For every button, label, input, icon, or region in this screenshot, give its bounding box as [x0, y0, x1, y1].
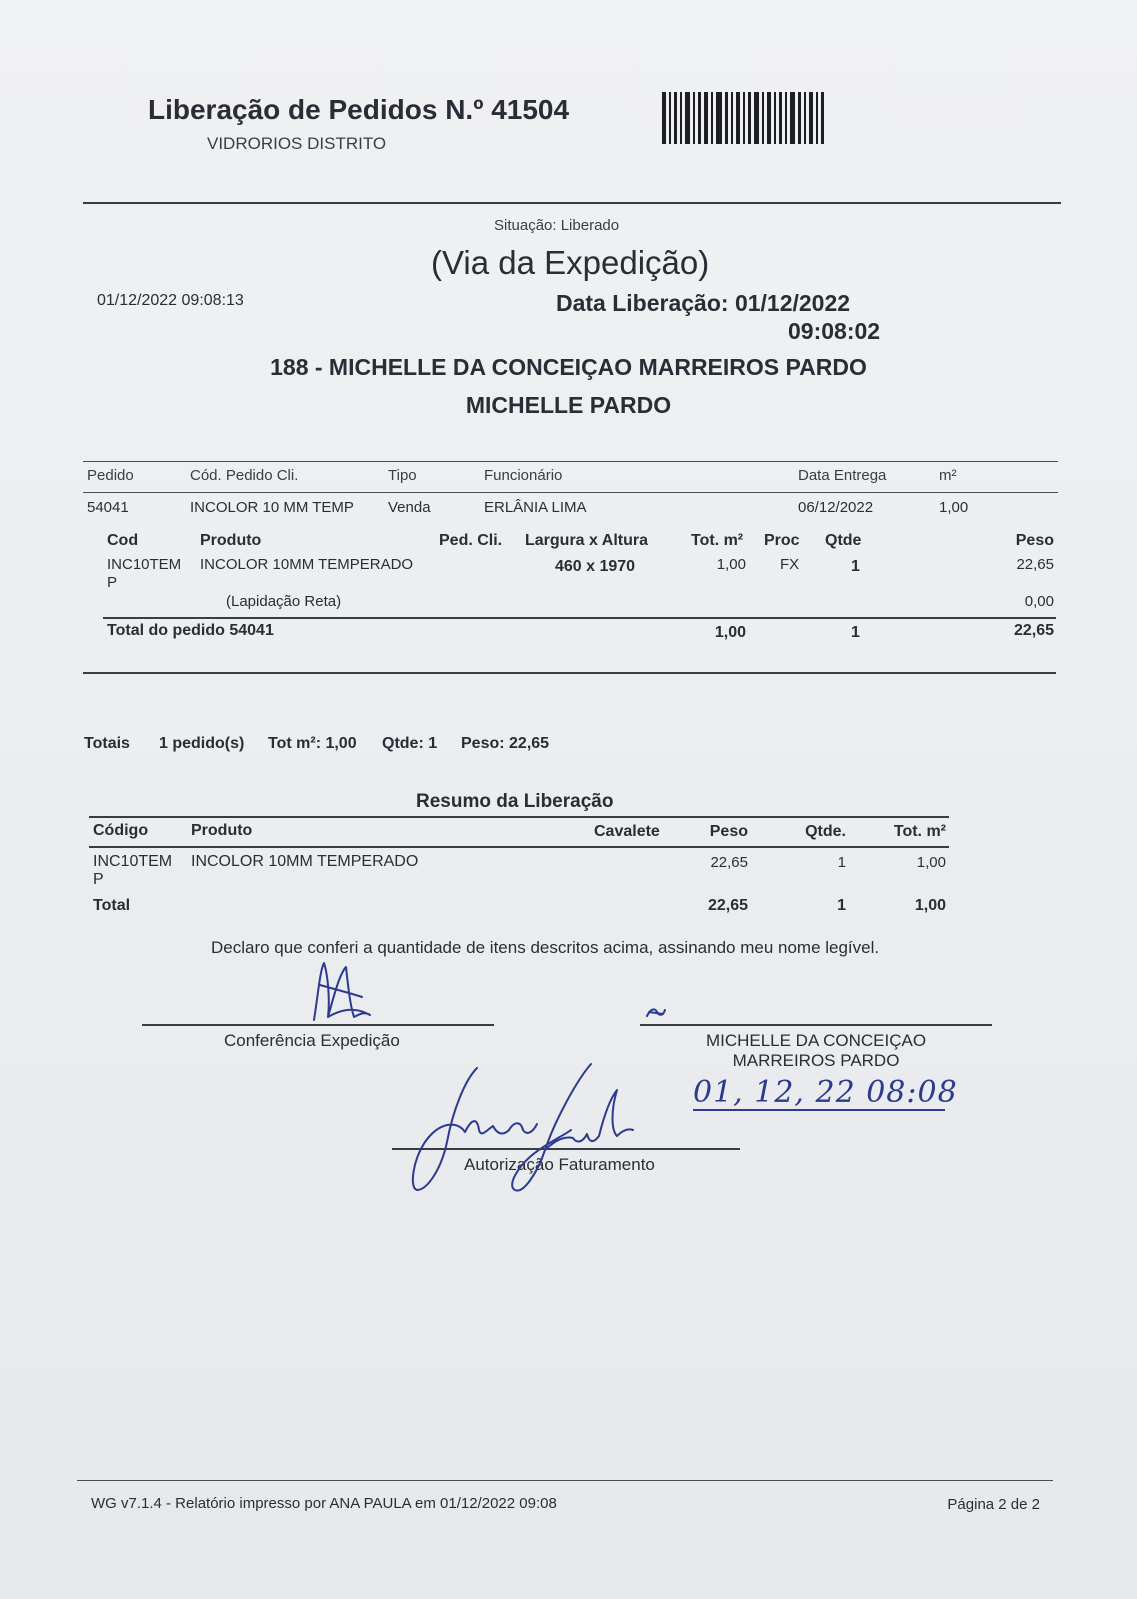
autorizacao-label: Autorização Faturamento [464, 1155, 655, 1174]
item-col-peso: Peso [1015, 532, 1054, 549]
company-name: VIDRORIOS DISTRITO [207, 134, 387, 153]
order-total-label: Total do pedido 54041 [107, 622, 274, 639]
row-funcionario: ERLÂNIA LIMA [484, 499, 587, 516]
resumo-qtde: 1 [837, 854, 846, 871]
resumo-header-border [89, 846, 949, 848]
row-tipo: Venda [388, 499, 431, 516]
conferencia-label: Conferência Expedição [224, 1031, 400, 1050]
totais-pedidos: 1 pedido(s) [159, 735, 245, 752]
order-total-qtde: 1 [851, 624, 860, 641]
item-proc: FX [780, 556, 800, 573]
resumo-produto: INCOLOR 10MM TEMPERADO [191, 853, 419, 870]
resumo-col-codigo: Código [93, 822, 149, 839]
row-pedido: 54041 [87, 499, 129, 516]
client-short-name: MICHELLE PARDO [465, 392, 672, 418]
item-produto: INCOLOR 10MM TEMPERADO [200, 556, 414, 573]
resumo-title: Resumo da Liberação [416, 791, 614, 812]
data-liberacao: Data Liberação: 01/12/2022 [556, 290, 851, 316]
item-col-proc: Proc [764, 532, 800, 549]
client-signature-name: MICHELLE DA CONCEIÇAO [705, 1031, 927, 1050]
order-table-bottom-border [83, 672, 1056, 674]
resumo-total-label: Total [93, 897, 131, 914]
client-signature-name-cont: MARREIROS PARDO [732, 1051, 900, 1070]
item-col-ped-cli: Ped. Cli. [439, 532, 503, 549]
resumo-col-tot-m2: Tot. m² [893, 823, 946, 840]
col-data-entrega: Data Entrega [798, 467, 887, 484]
row-cod-pedido-cli: INCOLOR 10 MM TEMP [190, 499, 354, 516]
resumo-col-cavalete: Cavalete [594, 823, 660, 840]
resumo-col-qtde: Qtde. [805, 823, 846, 840]
resumo-peso: 22,65 [710, 854, 748, 871]
item-col-largura-altura: Largura x Altura [525, 532, 648, 549]
order-table-header-border [83, 492, 1058, 493]
col-m2: m² [939, 467, 957, 484]
print-datetime: 01/12/2022 09:08:13 [97, 292, 244, 309]
item-sub-label: (Lapidação Reta) [226, 593, 342, 610]
totais-m2: Tot m²: 1,00 [268, 735, 357, 752]
resumo-col-peso: Peso [709, 823, 748, 840]
footer-page-number: Página 2 de 2 [947, 1496, 1040, 1513]
item-dims: 460 x 1970 [555, 558, 636, 575]
situacao-text: Situação: Liberado [494, 217, 620, 234]
resumo-total-tot-m2: 1,00 [914, 897, 946, 914]
item-cod-cont: P [107, 574, 118, 591]
item-peso: 22,65 [1016, 556, 1054, 573]
resumo-total-qtde: 1 [837, 897, 846, 914]
via-title: (Via da Expedição) [431, 244, 710, 281]
resumo-col-produto: Produto [191, 822, 253, 839]
col-tipo: Tipo [388, 467, 417, 484]
handwritten-date-underline [693, 1109, 945, 1111]
item-tot-m2: 1,00 [716, 556, 746, 573]
order-table-top-border [83, 461, 1058, 462]
client-signature-line [640, 1024, 992, 1026]
barcode-icon [662, 92, 836, 144]
col-pedido: Pedido [87, 467, 134, 484]
order-total-border [103, 617, 1056, 619]
resumo-tot-m2: 1,00 [916, 854, 946, 871]
resumo-codigo: INC10TEM [93, 853, 173, 870]
handwritten-date: 01, 12, 22 08:08 [693, 1075, 958, 1110]
item-col-tot-m2: Tot. m² [691, 532, 744, 549]
footer-divider [77, 1480, 1053, 1481]
col-funcionario: Funcionário [484, 467, 563, 484]
declaration-text: Declaro que conferi a quantidade de itens descritos acima, assinando meu nome legível. [211, 938, 880, 957]
client-name: 188 - MICHELLE DA CONCEIÇAO MARREIROS PARDO [270, 354, 867, 380]
resumo-codigo-cont: P [93, 871, 104, 888]
order-total-m2: 1,00 [714, 624, 746, 641]
row-data-entrega: 06/12/2022 [798, 499, 874, 516]
totais-qtde: Qtde: 1 [382, 735, 438, 752]
col-cod-pedido-cli: Cód. Pedido Cli. [190, 467, 299, 484]
totais-peso: Peso: 22,65 [461, 735, 550, 752]
resumo-total-peso: 22,65 [707, 897, 748, 914]
row-m2: 1,00 [939, 499, 969, 516]
totais-label: Totais [84, 735, 130, 752]
order-total-peso: 22,65 [1013, 622, 1054, 639]
item-qtde: 1 [851, 558, 860, 575]
footer-printed-by: WG v7.1.4 - Relatório impresso por ANA PAULA em 01/12/2022 09:08 [91, 1495, 557, 1512]
document-title: Liberação de Pedidos N.º 41504 [148, 94, 570, 125]
item-col-produto: Produto [200, 532, 262, 549]
item-col-qtde: Qtde [825, 532, 862, 549]
resumo-top-border [89, 816, 949, 818]
header-divider [83, 202, 1061, 204]
item-col-cod: Cod [107, 532, 139, 549]
data-liberacao-time: 09:08:02 [788, 318, 881, 344]
item-sub-peso: 0,00 [1024, 593, 1054, 610]
item-cod: INC10TEM [107, 556, 182, 573]
